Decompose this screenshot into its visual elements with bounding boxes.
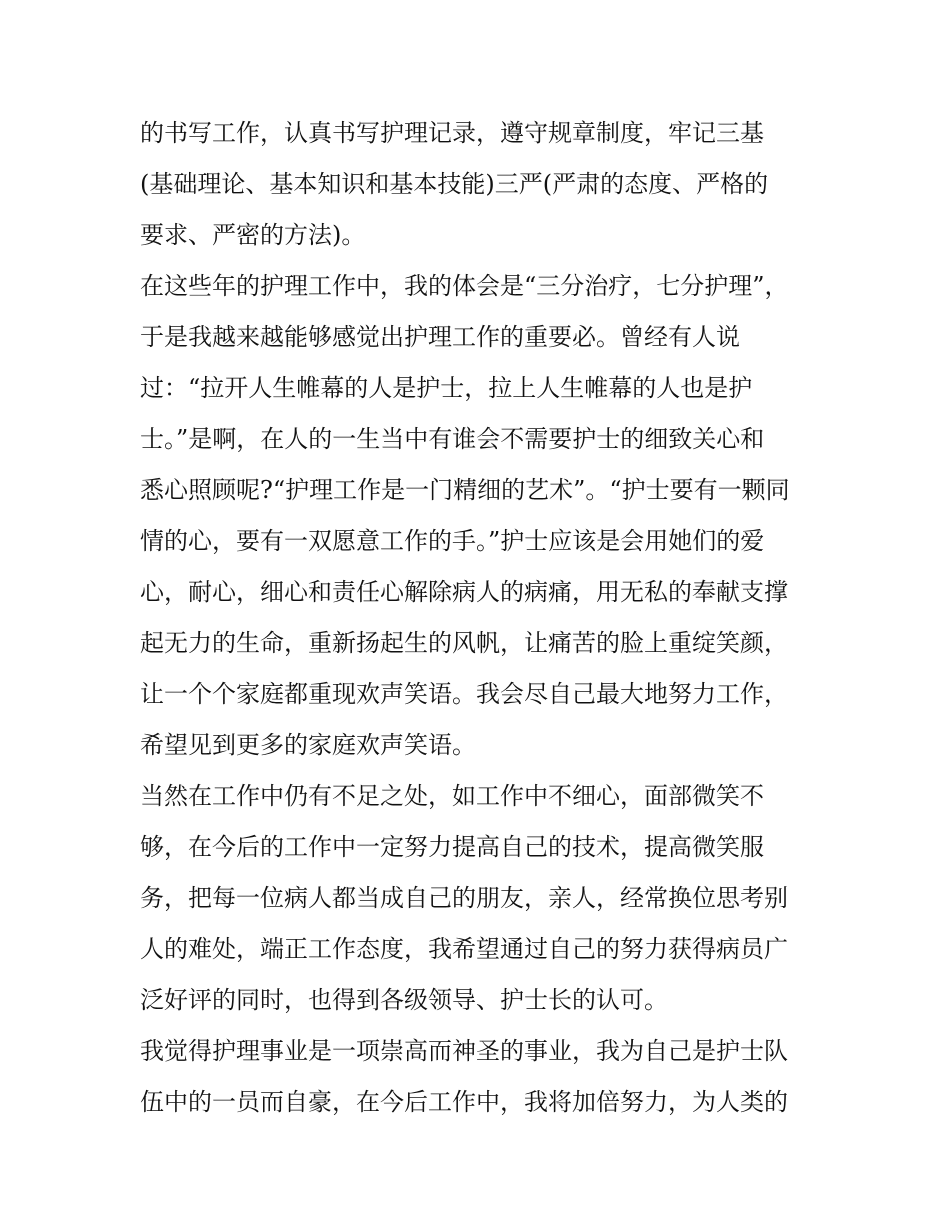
text-line: 泛好评的同时，也得到各级领导、护士长的认可。 xyxy=(140,986,668,1014)
text-line: 的书写工作，认真书写护理记录，遵守规章制度，牢记三基 xyxy=(140,119,764,147)
text-line: (基础理论、基本知识和基本技能)三严(严肃的态度、严格的 xyxy=(140,170,769,198)
text-line: 人的难处，端正工作态度，我希望通过自己的努力获得病员广 xyxy=(140,935,788,963)
text-line: 要求、严密的方法)。 xyxy=(140,221,366,249)
text-line: 伍中的一员而自豪，在今后工作中，我将加倍努力，为人类的 xyxy=(140,1088,788,1116)
text-line: 士。”是啊，在人的一生当中有谁会不需要护士的细致关心和 xyxy=(140,425,765,453)
document-body-text xyxy=(140,108,820,1128)
text-line: 希望见到更多的家庭欢声笑语。 xyxy=(140,731,476,759)
text-line: 于是我越来越能够感觉出护理工作的重要必。曾经有人说 xyxy=(140,323,740,351)
text-line: 当然在工作中仍有不足之处，如工作中不细心，面部微笑不 xyxy=(140,782,764,810)
text-line: 在这些年的护理工作中，我的体会是“三分治疗，七分护理”， xyxy=(140,272,789,300)
text-line: 我觉得护理事业是一项崇高而神圣的事业，我为自己是护士队 xyxy=(140,1037,788,1065)
text-line: 过：“拉开人生帷幕的人是护士，拉上人生帷幕的人也是护 xyxy=(140,374,753,402)
text-line: 务，把每一位病人都当成自己的朋友，亲人，经常换位思考别 xyxy=(140,884,788,912)
text-line: 情的心，要有一双愿意工作的手。”护士应该是会用她们的爱 xyxy=(140,527,765,555)
text-line: 够，在今后的工作中一定努力提高自己的技术，提高微笑服 xyxy=(140,833,764,861)
text-line: 心，耐心，细心和责任心解除病人的病痛，用无私的奉献支撑 xyxy=(140,578,788,606)
text-line: 让一个个家庭都重现欢声笑语。我会尽自己最大地努力工作， xyxy=(140,680,788,708)
text-line: 悉心照顾呢?“护理工作是一门精细的艺术”。“护士要有一颗同 xyxy=(140,476,790,504)
text-line: 起无力的生命，重新扬起生的风帆，让痛苦的脸上重绽笑颜， xyxy=(140,629,788,657)
